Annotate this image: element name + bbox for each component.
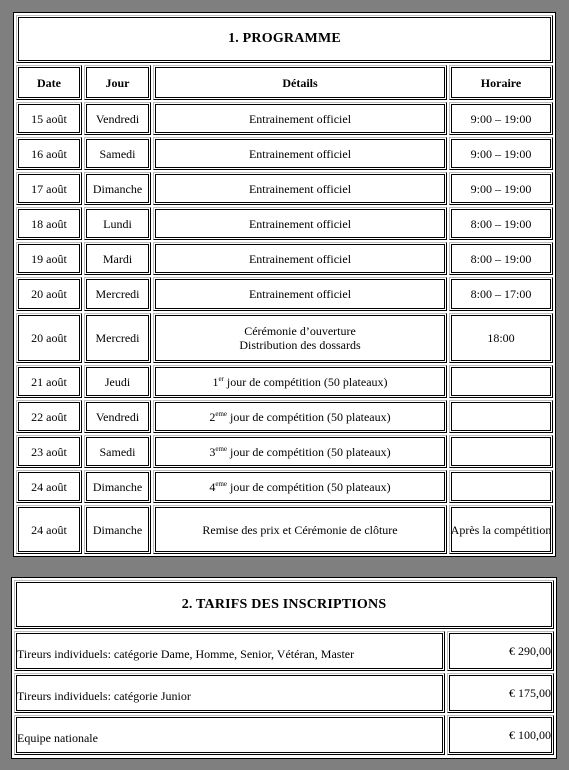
ordinal-suffix: eme — [215, 409, 228, 418]
programme-title: 1. PROGRAMME — [16, 15, 553, 63]
cell-details: Entrainement officiel — [153, 102, 447, 135]
cell-date: 16 août — [16, 137, 82, 170]
header-details: Détails — [153, 65, 447, 100]
header-jour: Jour — [84, 65, 151, 100]
cell-date: 24 août — [16, 470, 82, 503]
cell-horaire — [449, 365, 553, 398]
cell-date: 20 août — [16, 277, 82, 311]
cell-jour: Dimanche — [84, 172, 151, 205]
cell-horaire: Après la compétition — [449, 505, 553, 554]
cell-jour: Mercredi — [84, 313, 151, 363]
cell-horaire: 9:00 – 19:00 — [449, 102, 553, 135]
header-date: Date — [16, 65, 82, 100]
details-text: jour de compétition (50 plateaux) — [223, 374, 388, 389]
cell-details: Entrainement officiel — [153, 277, 447, 311]
cell-date: 18 août — [16, 207, 82, 240]
tarif-label: Equipe nationale — [14, 715, 445, 755]
cell-jour: Jeudi — [84, 365, 151, 398]
cell-date: 22 août — [16, 400, 82, 433]
cell-horaire: 8:00 – 17:00 — [449, 277, 553, 311]
cell-details: Remise des prix et Cérémonie de clôture — [153, 505, 447, 554]
cell-horaire — [449, 435, 553, 468]
cell-date: 19 août — [16, 242, 82, 275]
cell-jour: Samedi — [84, 137, 151, 170]
cell-jour: Lundi — [84, 207, 151, 240]
cell-horaire: 8:00 – 19:00 — [449, 207, 553, 240]
cell-date: 21 août — [16, 365, 82, 398]
cell-details: Entrainement officiel — [153, 172, 447, 205]
tarif-price: € 175,00 — [447, 673, 554, 713]
details-line-2: Distribution des dossards — [239, 338, 361, 352]
tarifs-panel — [11, 577, 557, 759]
cell-horaire — [449, 470, 553, 503]
tarif-price: € 100,00 — [447, 715, 554, 755]
cell-horaire: 8:00 – 19:00 — [449, 242, 553, 275]
cell-jour: Vendredi — [84, 400, 151, 433]
cell-details — [153, 400, 447, 433]
cell-jour: Dimanche — [84, 505, 151, 554]
tarif-label: Tireurs individuels: catégorie Junior — [14, 673, 445, 713]
ordinal-number: 4 — [209, 479, 216, 494]
ordinal-number: 2 — [209, 409, 216, 424]
ordinal-suffix: er — [218, 374, 224, 383]
cell-jour: Mercredi — [84, 277, 151, 311]
cell-details — [153, 313, 447, 363]
cell-horaire: 9:00 – 19:00 — [449, 172, 553, 205]
cell-jour: Dimanche — [84, 470, 151, 503]
tarif-price: € 290,00 — [447, 631, 554, 671]
cell-date: 20 août — [16, 313, 82, 363]
cell-date: 24 août — [16, 505, 82, 554]
details-line-1: Cérémonie d’ouverture — [244, 324, 356, 338]
details-text: jour de compétition (50 plateaux) — [227, 444, 391, 459]
programme-panel — [13, 12, 556, 557]
cell-jour: Mardi — [84, 242, 151, 275]
details-text: jour de compétition (50 plateaux) — [227, 409, 391, 424]
ordinal-number: 3 — [209, 444, 216, 459]
cell-horaire: 18:00 — [449, 313, 553, 363]
cell-details — [153, 435, 447, 468]
cell-date: 23 août — [16, 435, 82, 468]
cell-details — [153, 365, 447, 398]
cell-details: Entrainement officiel — [153, 137, 447, 170]
cell-date: 15 août — [16, 102, 82, 135]
cell-jour: Samedi — [84, 435, 151, 468]
cell-details: Entrainement officiel — [153, 207, 447, 240]
cell-date: 17 août — [16, 172, 82, 205]
cell-jour: Vendredi — [84, 102, 151, 135]
details-text: jour de compétition (50 plateaux) — [227, 479, 391, 494]
header-horaire: Horaire — [449, 65, 553, 100]
tarif-label: Tireurs individuels: catégorie Dame, Homme, Senior, Vétéran, Master — [14, 631, 445, 671]
ordinal-number: 1 — [212, 374, 219, 389]
tarifs-title: 2. TARIFS DES INSCRIPTIONS — [14, 580, 554, 629]
cell-details: Entrainement officiel — [153, 242, 447, 275]
ordinal-suffix: eme — [215, 479, 228, 488]
cell-details — [153, 470, 447, 503]
ordinal-suffix: eme — [215, 444, 228, 453]
cell-horaire: 9:00 – 19:00 — [449, 137, 553, 170]
cell-horaire — [449, 400, 553, 433]
